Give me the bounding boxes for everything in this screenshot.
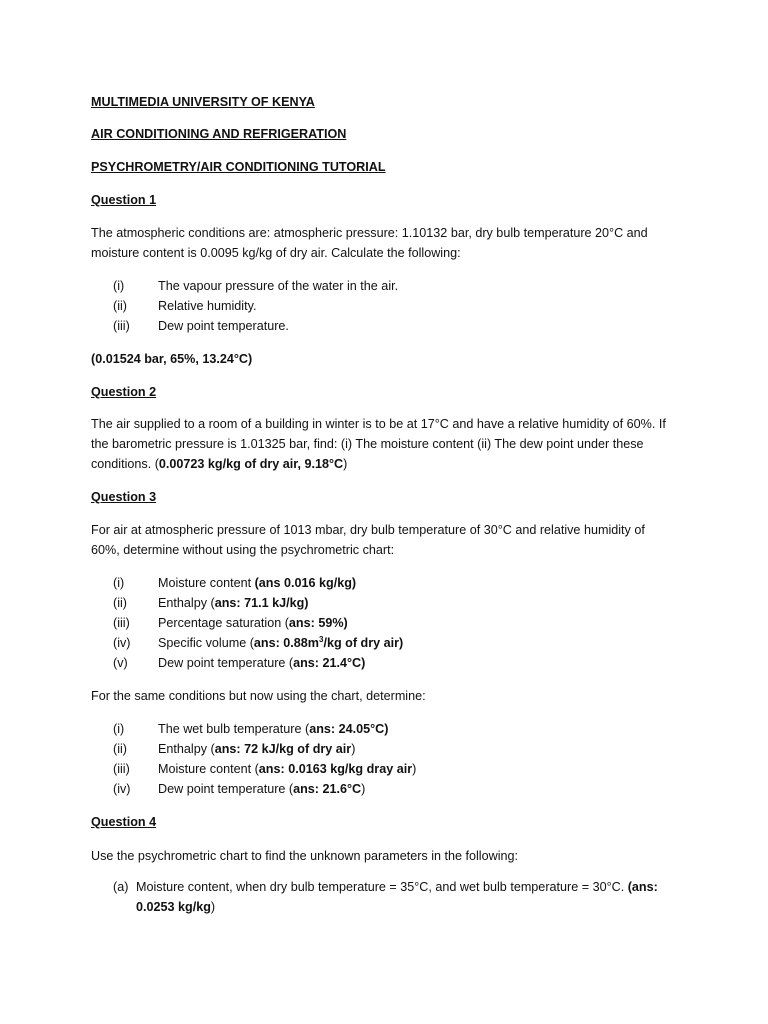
q3-item-text: [158, 653, 365, 673]
q3-chart-item-number: (i): [113, 722, 125, 736]
q3-item-answer: /kg of dry air): [323, 636, 404, 650]
q3-item-superscript: 3: [319, 634, 324, 644]
question-3-chart-intro: For the same conditions but now using the chart, determine:: [91, 689, 426, 703]
q3-chart-item-number: (ii): [113, 742, 127, 756]
q3-item-text: [158, 573, 356, 593]
question-3-intro-line-2: 60%, determine without using the psychrometric chart:: [91, 543, 395, 557]
q3-chart-item-label: Enthalpy (: [158, 742, 215, 756]
question-1-intro-line-1: The atmospheric conditions are: atmospheric pressure: 1.10132 bar, dry bulb temperature 20°C and: [91, 226, 648, 240]
q3-chart-item-number: (iii): [113, 762, 130, 776]
q3-item-label: Specific volume (: [158, 636, 254, 650]
q3-chart-item-text: [158, 739, 355, 759]
q3-chart-item-close: ): [361, 782, 366, 796]
q3-item-label: Percentage saturation (: [158, 616, 289, 630]
question-4-intro: Use the psychrometric chart to find the unknown parameters in the following:: [91, 849, 519, 863]
q3-chart-item-answer: ans: 21.6°C: [293, 782, 362, 796]
q3-chart-item-close: ): [351, 742, 356, 756]
q4-item-a-answer: 0.0253 kg/kg: [136, 900, 211, 914]
q3-chart-item-answer: ans: 72 kJ/kg of dry air: [214, 742, 352, 756]
q3-item-label: Enthalpy (: [158, 596, 215, 610]
q3-chart-item-answer: ans: 0.0163 kg/kg dray air: [258, 762, 413, 776]
q1-item-text: Relative humidity.: [158, 299, 257, 313]
q3-item-answer: ans: 71.1 kJ/kg): [214, 596, 309, 610]
q3-item-answer: ans: 21.4°C): [293, 656, 366, 670]
q1-item-number: (i): [113, 279, 125, 293]
question-4-title: Question 4: [91, 815, 157, 829]
q3-item-text: [158, 633, 403, 653]
q2-text: ): [343, 457, 348, 471]
tutorial-heading: PSYCHROMETRY/AIR CONDITIONING TUTORIAL: [91, 160, 386, 174]
q3-chart-item-text: [158, 779, 365, 799]
q4-item-a-text-cont: [136, 897, 215, 917]
q3-item-label: Dew point temperature (: [158, 656, 294, 670]
q4-item-a-close: ): [210, 900, 216, 914]
q3-item-answer: (ans 0.016 kg/kg): [254, 576, 357, 590]
q3-chart-item-number: (iv): [113, 782, 131, 796]
q3-item-number: (iii): [113, 616, 130, 630]
q3-chart-item-answer: ans: 24.05°C): [309, 722, 389, 736]
q3-item-answer: ans: 0.88m: [253, 636, 319, 650]
q4-item-a-number: (a): [113, 880, 129, 894]
q3-item-label: Moisture content: [158, 576, 255, 590]
question-1-title: Question 1: [91, 193, 157, 207]
q3-chart-item-text: [158, 719, 388, 739]
question-2-line-3: [91, 454, 347, 474]
q3-item-text: [158, 593, 309, 613]
course-heading: AIR CONDITIONING AND REFRIGERATION: [91, 127, 347, 141]
q3-chart-item-label: Dew point temperature (: [158, 782, 294, 796]
question-2-line-2: the barometric pressure is 1.01325 bar, find: (i) The moisture content (ii) The dew point under these: [91, 437, 644, 451]
q4-item-a-answer: (ans:: [627, 880, 658, 894]
question-3-title: Question 3: [91, 490, 157, 504]
q3-item-number: (iv): [113, 636, 131, 650]
q4-item-a-text: [136, 877, 658, 897]
q1-item-number: (ii): [113, 299, 127, 313]
q4-item-a-label: Moisture content, when dry bulb temperature = 35°C, and wet bulb temperature = 30°C.: [136, 880, 628, 894]
question-2-title: Question 2: [91, 385, 157, 399]
question-1-intro-line-2: moisture content is 0.0095 kg/kg of dry air. Calculate the following:: [91, 246, 461, 260]
q3-item-number: (v): [113, 656, 128, 670]
q3-item-answer: ans: 59%): [288, 616, 348, 630]
q2-text: conditions. (: [91, 457, 159, 471]
q3-chart-item-close: ): [412, 762, 417, 776]
university-heading: MULTIMEDIA UNIVERSITY OF KENYA: [91, 95, 315, 109]
q1-item-text: Dew point temperature.: [158, 319, 289, 333]
q3-chart-item-label: The wet bulb temperature (: [158, 722, 310, 736]
q3-item-number: (ii): [113, 596, 127, 610]
q3-item-text: [158, 613, 348, 633]
q1-item-number: (iii): [113, 319, 130, 333]
q1-item-text: The vapour pressure of the water in the air.: [158, 279, 399, 293]
q3-item-number: (i): [113, 576, 125, 590]
question-2-line-1: The air supplied to a room of a building in winter is to be at 17°C and have a relative humidity of 60%. If: [91, 417, 666, 431]
question-3-intro-line-1: For air at atmospheric pressure of 1013 mbar, dry bulb temperature of 30°C and relative humidity of: [91, 523, 645, 537]
q3-chart-item-label: Moisture content (: [158, 762, 259, 776]
question-1-answer: (0.01524 bar, 65%, 13.24°C): [91, 352, 253, 366]
q2-answer: 0.00723 kg/kg of dry air, 9.18°C: [158, 457, 344, 471]
q3-chart-item-text: [158, 759, 416, 779]
